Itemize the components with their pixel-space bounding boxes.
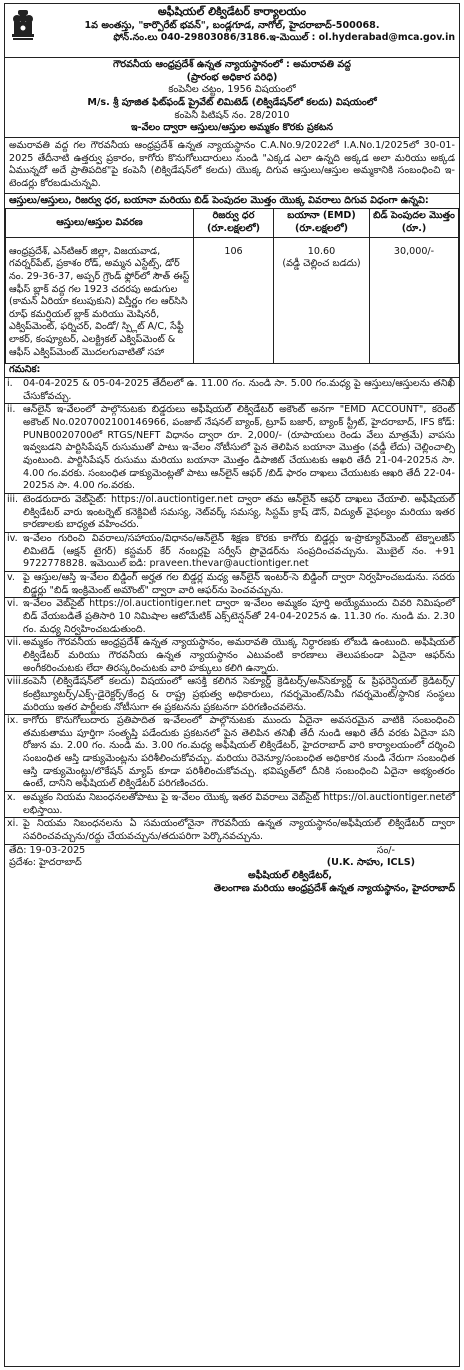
signed-mark: సం/- — [376, 844, 395, 856]
table-header-row — [6, 209, 459, 237]
note-text: అమ్మకం గౌరవనీయ ఆంధ్రప్రదేశ్ ఉన్నత న్యాయస్థానం, అమరావతి యొక్క నిర్ధారణకు లోబడి ఉంటుంది. అఫీషియల్ లిక్విడేటర్ మరియు గౌరవనీయ ఉన్నత న్యాయస్థానం ఎటువంటి కారణాలు తెలుపకుండా ఏదైనా ఆఫర్‌ను అంగీకరించుటకు లేదా తిరస్కరించుటకు వారి హక్కులు కలిగి ఉన్నారు. — [23, 637, 455, 674]
note-text: కాగోరు కొనుగోలుదారు ప్రతిపాదిత ఇ-వేలంలో పాల్గొనుటకు ముందు ఏదైనా అవసరమైన వాటికి సంబంధించి తమకుతాము పూర్తిగా సంతృప్తి పడేందుకు ప్రకటనలో పైన తెలిపిన తనిఖీ తేదీ నుండి ఆఖరి తేదీ వరకు ఏదైనా పని రోజున మ. 2.00 గం. నుండి మ. 3.00 గం.మధ్య అఫీషియల్ లిక్విడేటర్, హైదరాబాద్ వారి కార్యాలయంలో దర్శించి సంబంధిత ఆస్తి డాక్యుమెంట్లను పరిశీలించుకోవచ్చు. మరియు రెవెన్యూ/సంబంధిత అధికారిక నుండి నేరుగా సంబంధిత ఆస్తి డాక్యుమెంట్లు/లొకేషన్ మ్యాప్ కూడా పరిశీలించుకోవచ్చు. భవిష్యత్‌లో దీనికి సంబంధించి ఏదైనా అభ్యంతరం ఉంటే, దానిని అఫీషియల్ లిక్విడేటర్ పరిగణించరు. — [23, 715, 455, 790]
bid-increment: 30,000/- — [370, 237, 459, 364]
note-number: ii. — [7, 404, 16, 416]
notes-title: గమనిక: — [9, 364, 41, 376]
note-number: viii. — [7, 676, 24, 688]
list-item — [5, 597, 459, 636]
note-text: పై నియమ నిబంధనలను ఏ సమయంలోనైనా గౌరవనీయ ఉన్నత న్యాయస్థానం/అఫీషియల్ లిక్విడేటర్ ద్వారా సవరించవచ్చును/రద్దు చేయవచ్చును/తదుపరిగా పెర్కొనవచ్చును. — [23, 818, 455, 843]
emd-note: (వడ్డీ చెల్లించ బడదు) — [282, 258, 361, 270]
notice-place: ప్రదేశం: హైదరాబాద్ — [9, 857, 82, 869]
note-number: x. — [7, 792, 16, 804]
list-item — [5, 791, 459, 817]
col-header-emd: బయానా (EMD) (రూ.లక్షలలో) — [274, 209, 370, 237]
list-item — [5, 817, 459, 843]
list-item — [5, 571, 459, 597]
note-number: ix. — [7, 715, 19, 727]
place-name-row — [5, 857, 459, 870]
signatory-name: (U.K. సాహు, ICLS) — [326, 857, 415, 869]
signatory-court: తెలంగాణ మరియు ఆంధ్రప్రదేశ్ ఉన్నత న్యాయస్థానం, హైదరాబాద్ — [213, 882, 455, 894]
signatory-title: అఫీషియల్ లిక్విడేటర్, — [248, 870, 332, 882]
list-item — [5, 403, 459, 493]
date-sign-row — [5, 845, 459, 858]
national-emblem-icon — [8, 7, 38, 43]
court-line-2: (ప్రారంభ అధికార పరిధి) — [186, 71, 278, 83]
signature-block — [5, 844, 459, 896]
office-contact: ఫోన్.నం.లు 040-29803086/3186.ఇ-మెయిల్ : ol.hyderabad@mca.gov.in — [113, 32, 455, 44]
note-text: టెండరుదారు వెబ్‌సైట్: https://ol.auctiontiger.net ద్వారా తమ ఆన్‌లైన్ ఆఫర్ దాఖలు చేయాలి. అఫీషియల్ లిక్విడేటర్ వారు ఇంటర్నెట్ కనెక్టివిటీ సమస్య, నెట్‌వర్క్ సమస్య, సిస్టమ్ క్రాష్ డౌన్, విద్యుత్ వైఫల్యం మరియు ఇతర కారణాలకు బాధ్యత వహించరు. — [23, 494, 455, 531]
court-line-6: ఇ-వేలం ద్వారా ఆస్తులు/ఆస్తుల అమ్మకం కొరకు ప్రకటన — [131, 122, 333, 134]
note-number: i. — [7, 378, 13, 390]
office-header — [5, 4, 459, 57]
list-item — [5, 714, 459, 791]
note-number: vii. — [7, 637, 22, 649]
note-number: xi. — [7, 818, 19, 830]
emd-cell — [274, 237, 370, 364]
note-number: iii. — [7, 494, 19, 505]
intro-paragraph: అమరావతి వద్ద గల గౌరవనీయ ఆంధ్రప్రదేశ్ ఉన్నత న్యాయస్థానం C.A.No.9/2022లో I.A.No.1/2025లో 30-01-2025 తేదీనాటి ఉత్తర్వు ప్రకారం, కాగోరు కొనుగోలుదారులు నుండి "ఎక్కడ ఎలా ఉన్నది అక్కడ అలా మరియు అక్కడ ఏమున్నదో అదే ప్రాతిపదిక"పై కంపెనీ (లిక్విడేషన్‌లో కలదు) యొక్క దిగువ ఆస్తులు/ఆస్తుల అమ్మకానికి సంబంధించి ఇ-టెండర్లు కోరబడుచున్నవి. — [5, 137, 459, 193]
notice-page — [4, 3, 460, 1367]
list-item — [5, 636, 459, 675]
note-number: iv. — [7, 532, 18, 544]
office-name: అఫీషియల్ లిక్విడేటర్ కార్యాలయం — [157, 5, 307, 18]
list-item — [5, 532, 459, 571]
note-text: అమ్మకం నియమ నిబంధనలతోపాటు పై ఇ-వేలం యొక్క ఇతర వివరాలు వెబ్‌సైట్ https://ol.auctiontiger.netలో లభిస్తాయి. — [23, 792, 455, 816]
court-line-1: గౌరవనీయ ఆంధ్రప్రదేశ్ ఉన్నత న్యాయస్థానంలో : అమరావతి వద్ద — [113, 59, 351, 70]
col-header-description: ఆస్తులు/ఆస్తుల వివరణ — [6, 209, 194, 237]
note-text: ఆన్‌లైన్ ఇ-వేలంలో పాల్గొనుటకు బిడ్డరులు అఫీషియల్ లిక్విడేటర్ అకౌంట్ అనగా "EMD ACCOUNT", కరెంట్ అకౌంట్ No.0207002100146966, పంజాబ్ నేషనల్ బ్యాంక్, ట్రూప్ బజార్, బ్యాంక్ స్ట్రీట్, హైదరాబాద్, IFS కోడ్: PUNB0020700లో RTGS/NEFT విధానం ద్వారా రూ. 2,000/- (రూపాయలు రెండు వేలు మాత్రమే) వాపసు ఇవ్వబడని పార్టిసిపేషన్ రుసుముతో పాటు ఇ-వేలం నోటీసులో పైన తెలిపిన బయానా మొత్తం (వడ్డీ లేదు) చెల్లించాల్సి వుంటుంది. పార్టిసిపేషన్ రుసుము మరియు బయానా మొత్తం డిపాజిట్ చేయుటకు ఆఖరి తేదీ 21-04-2025న సా. 4.00 గం.వరకు. సంబంధిత డాక్యుమెంట్లతో పాటు ఆన్‌లైన్ ఆఫర్ /బిడ్ ఫారం దాఖలు చేయుటకు ఆఖరి తేదీ 22-04-2025న సా. 4.00 గం.వరకు. — [23, 404, 455, 492]
note-text: కంపెనీ (లిక్విడేషన్‌లో కలదు) విషయంలో ఆసక్తి కలిగిన సెక్యూర్డ్ క్రెడిటర్స్/అన్‌సెక్యూర్డ్ & ప్రిఫరెన్షియల్ క్రెడిటర్స్/కంట్రిబ్యూటర్స్/ఎక్స్-డైరెక్టర్స్/కేంద్ర & రాష్ట్ర ప్రభుత్వ అధికారులు, గవర్నమెంట్/సెమీ గవర్నమెంట్/స్థానిక సంస్థలు మరియు ఇతర పార్టీలకు నోటీసుగా ఈ ప్రకటనను ప్రకటనగా పరిగణించవలెను. — [23, 676, 455, 713]
list-item — [5, 675, 459, 714]
col-header-increment: బిడ్ పెంపుదల మొత్తం (రూ.) — [370, 209, 459, 237]
note-text: 04-04-2025 & 05-04-2025 తేదీలలో ఉ. 11.00 గం. నుండి సా. 5.00 గం.మధ్య పై ఆస్తులు/ఆస్తులను తనిఖీ చేసుకోవచ్చు. — [23, 378, 455, 402]
reserve-price: 106 — [194, 237, 274, 364]
note-text: ఇ-వేలం గురించి వివరాలు/సహాయం/విధానం/ఆన్‌లైన్ శిక్షణ కొరకు కాగోరు బిడ్డర్లు ఇ-ప్రొక్యూర్‌మెంట్ టెక్నాలజీస్ లిమిటెడ్ (ఆక్షన్ టైగర్) కస్టమర్ కేర్ నంబర్లపై సర్వీస్ ప్రొవైడర్‌ను సంప్రదించవచ్చును. మొబైల్ నం. +91 9722778828. ఇమెయిల్ ఐడి: praveen.thevar@auctiontiger.net — [23, 532, 455, 570]
court-line-4: M/s. శ్రీ పూజిత ఫిట్‌ఫండ్ ప్రైవేట్ లిమిటెడ్ (లిక్విడేషన్‌లో కలదు) విషయంలో — [87, 96, 377, 108]
emd-amount: 10.60 — [307, 245, 336, 257]
list-item — [5, 493, 459, 532]
summary-heading: ఆస్తులు/ఆస్తులు, రిజర్వు ధర, బయానా మరియు బిడ్ పెంపుదల మొత్తం యొక్క వివరాలు దిగువ విధంగా ఉన్నవి: — [5, 193, 459, 209]
note-number: v. — [7, 571, 15, 583]
asset-table — [5, 208, 459, 364]
notes-list — [5, 377, 459, 844]
col-header-reserve: రిజర్వు ధర (రూ.లక్షలలో) — [194, 209, 274, 237]
notice-date: తేది: 19-03-2025 — [9, 844, 86, 856]
list-item — [5, 377, 459, 403]
table-row — [6, 237, 459, 364]
court-line-5: కంపెనీ పిటిషన్ నం. 28/2010 — [174, 109, 290, 121]
office-address: 1వ అంతస్తు, "కార్పొరేట్ భవన్", బండ్లగూడ, నాగోల్, హైదరాబాద్-500068. — [84, 19, 380, 31]
note-text: పై ఆస్తుల/ఆస్తి ఇ-వేలం బిడ్డింగ్ అర్హత గల బిడ్డర్ల మధ్య ఆన్‌లైన్ ఇంటర్-సె బిడ్డింగ్ ద్వారా నిర్వహించబడును. సదరు బిడ్డర్లు "బిడ్ ఇంక్రిమెంట్ అమౌంట్" ద్వారా వారి ఆఫర్‌ను పెంచవచ్చును. — [23, 571, 455, 596]
note-number: vi. — [7, 598, 19, 610]
court-heading — [5, 57, 459, 137]
court-line-3: కంపెనీల చట్టం, 1956 విషయంలో — [168, 84, 296, 96]
asset-description: ఆంధ్రప్రదేశ్, ఎన్‌టిఆర్ జిల్లా, విజయవాడ, గవర్నర్‌పేట్, ప్రకాశం రోడ్, అమ్మన ఎస్టేట్స్, డోర్ నం. 29-36-37, అప్పర్ గ్రౌండ్ ఫ్లోర్‌లో సౌత్ ఈస్ట్ ఆఫీస్ బ్లాక్ వద్ద గల 1923 చదరపు అడుగుల (కామన్ ఏరియా కలుపుకుని) విస్తీర్ణం గల ఆర్‌సిసి రూఫ్ కమర్షియల్ బ్లాక్ మరియు మెషినరీ, ఎక్విప్‌మెంట్, ఫర్నిచర్, విండో/ స్ప్లిట్ A/C, సేఫ్టీ లాకర్, కంప్యూటర్, ఎలక్ట్రికల్ ఎక్విప్‌మెంట్ & ఆఫీస్ ఎక్విప్‌మెంట్ మొదలగువాటితో సహా — [6, 237, 194, 364]
note-text: ఇ-వేలం వెబ్‌సైట్ https://ol.auctiontiger.net ద్వారా ఇ-వేలం అమ్మకం పూర్తి అయ్యేముందు చివరి నిమిషంలో బిడ్ వేయబడితే ప్రతిసారి 10 నిమిషాల ఆటోమేటిక్ ఎక్స్‌టెన్షన్‌తో 24-04-2025న ఉ. 11.30 గం. నుండి మ. 2.30 గం. మధ్య నిర్వహించబడుతుంది. — [23, 598, 455, 635]
